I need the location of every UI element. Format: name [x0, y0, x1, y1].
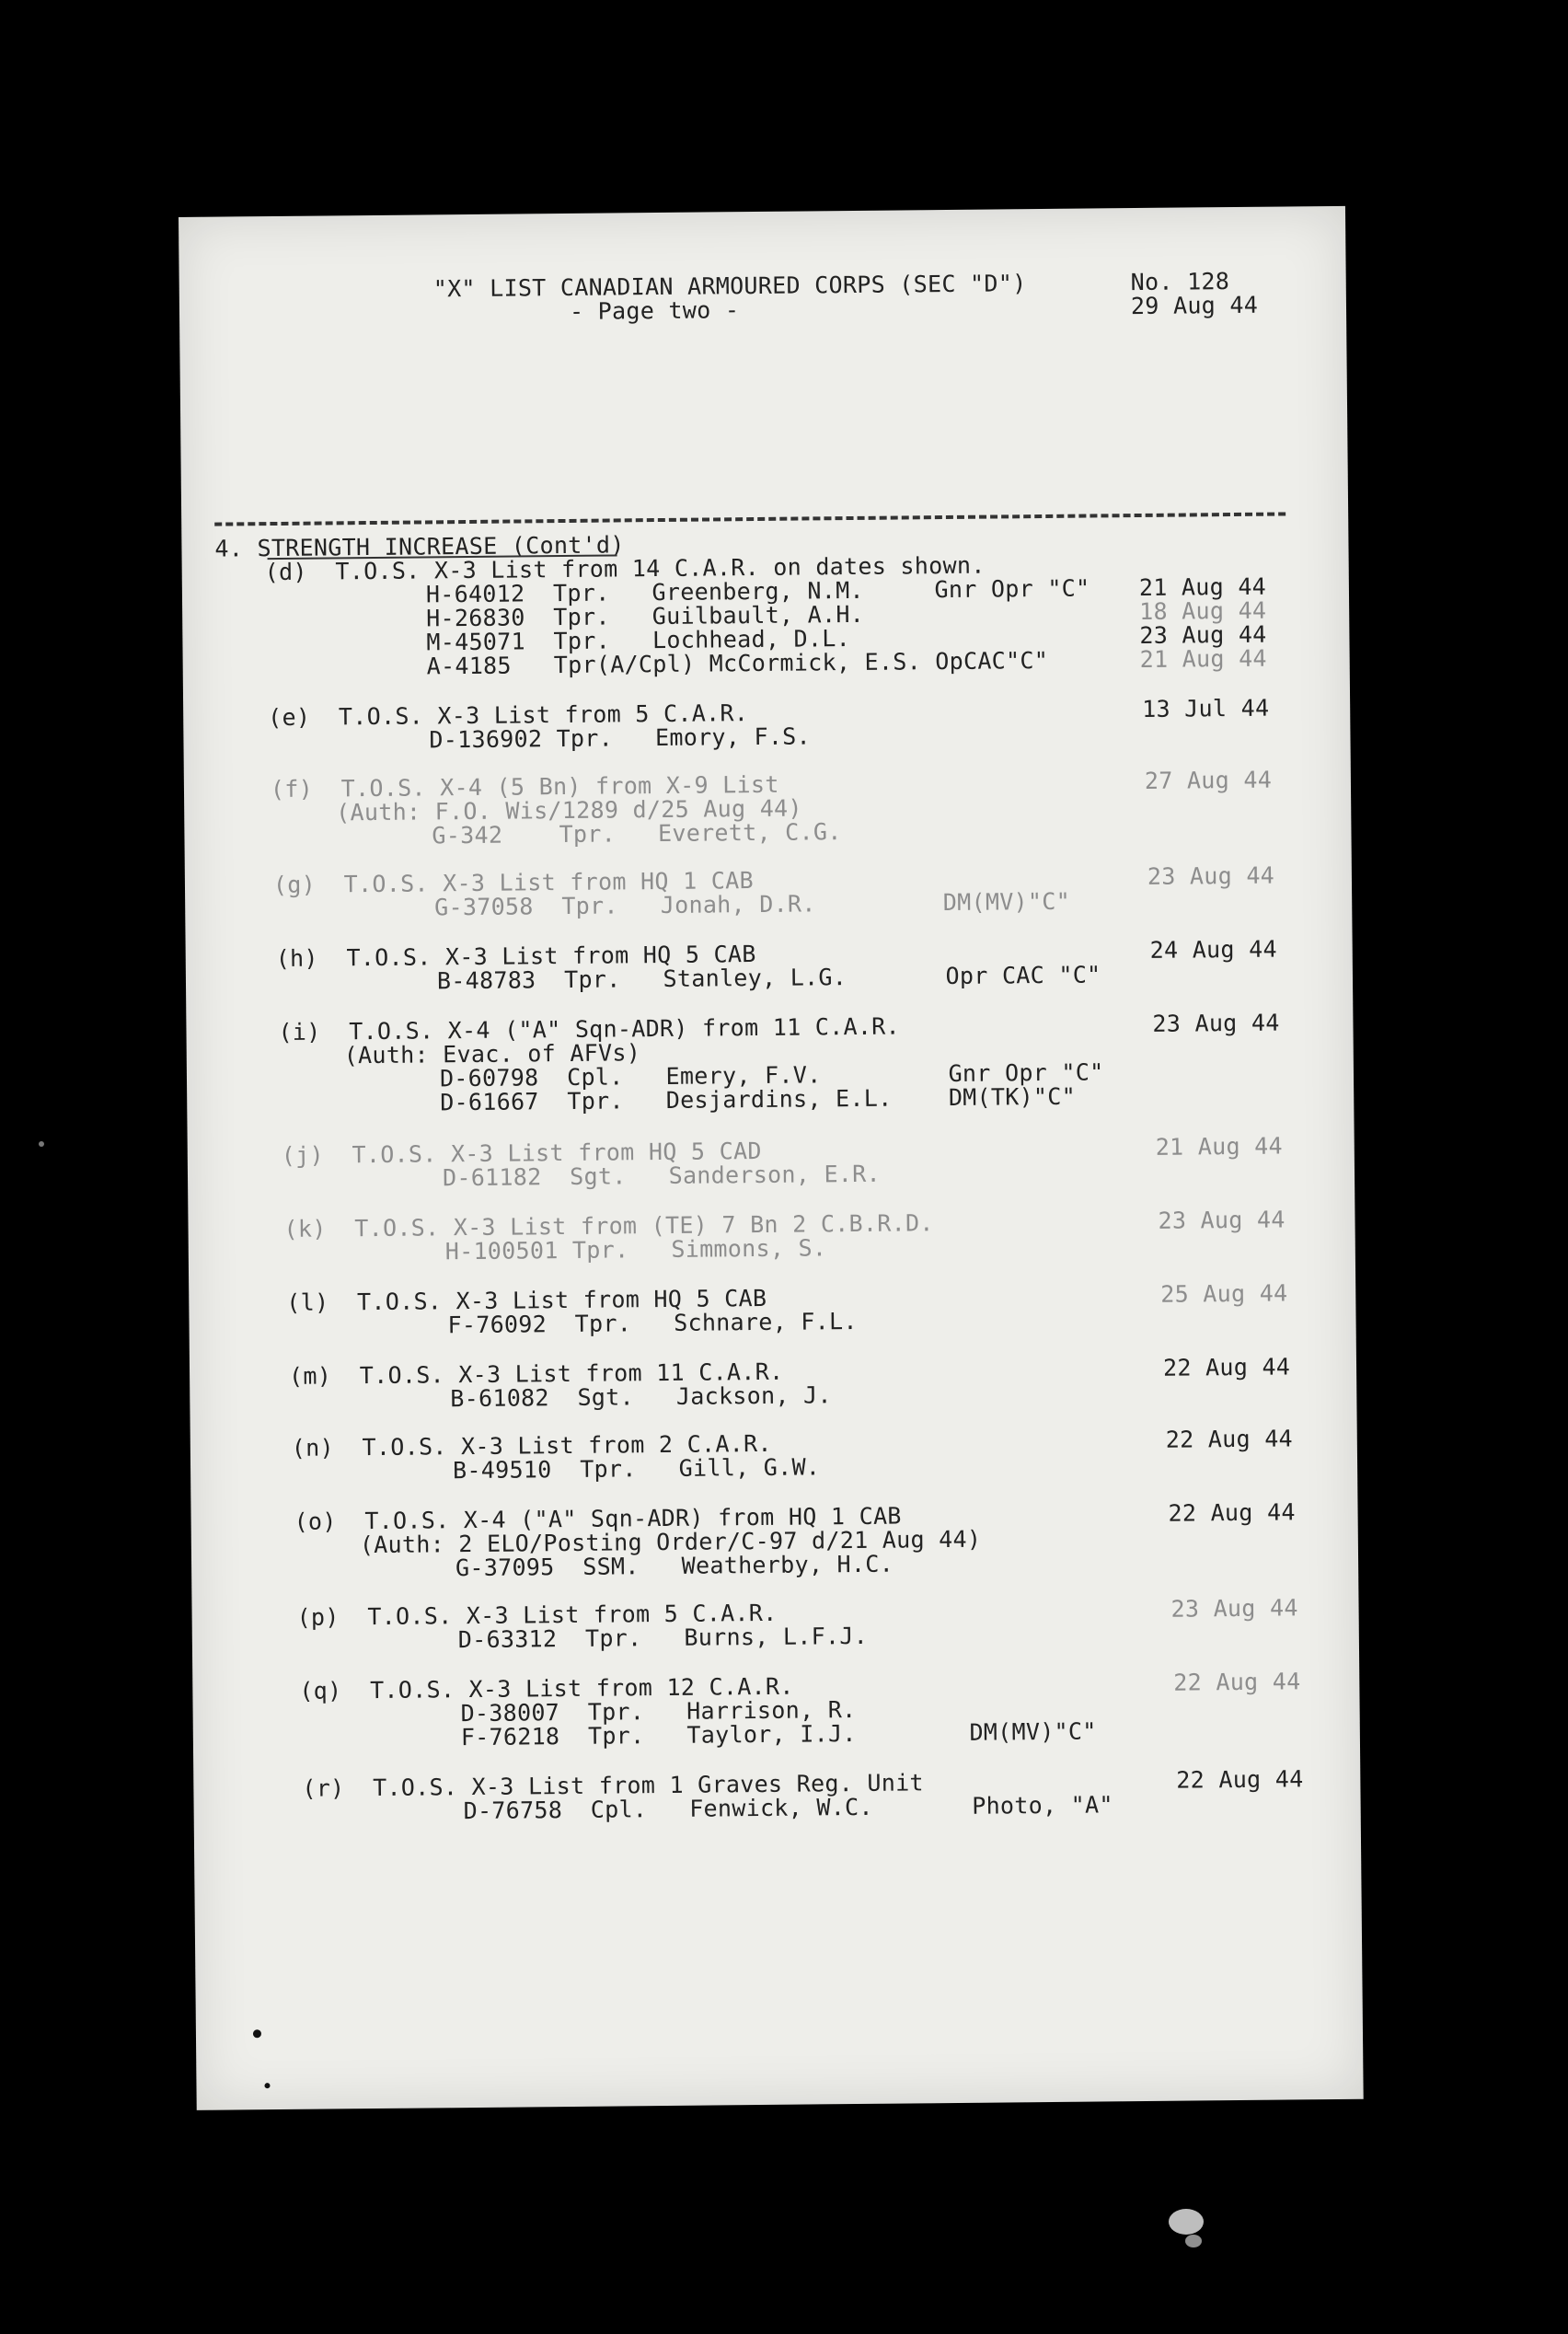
entry-line: D-136902 Tpr. Emory, F.S.: [429, 722, 812, 754]
entry-line: (d) T.O.S. X-3 List from 14 C.A.R. on dates shown.: [264, 551, 986, 586]
entry-line: D-61667 Tpr. Desjardins, E.L. DM(TK)"C": [440, 1082, 1077, 1116]
entry-line: (h) T.O.S. X-3 List from HQ 5 CAB: [275, 941, 756, 973]
entry-date: 22 Aug 44: [1173, 1668, 1301, 1696]
ink-mark: [253, 2029, 261, 2038]
entry-date: 18 Aug 44: [1139, 596, 1267, 625]
entry-line: (m) T.O.S. X-3 List from 11 C.A.R.: [288, 1358, 784, 1390]
entry-line: (q) T.O.S. X-3 List from 12 C.A.R.: [299, 1672, 794, 1704]
entry-date: 27 Aug 44: [1144, 766, 1273, 794]
entry-date: 24 Aug 44: [1149, 935, 1277, 964]
entry-line: B-48783 Tpr. Stanley, L.G. Opr CAC "C": [436, 961, 1101, 995]
scan-speck: [1169, 2209, 1204, 2235]
entry-line: (g) T.O.S. X-3 List from HQ 1 CAB: [272, 867, 755, 899]
entry-line: (Auth: F.O. Wis/1289 d/25 Aug 44): [336, 794, 802, 826]
entry-line: D-63312 Tpr. Burns, L.F.J.: [457, 1622, 869, 1654]
section-heading: 4. STRENGTH INCREASE (Cont'd): [214, 531, 625, 562]
scan-speck: [39, 1141, 44, 1147]
entry-line: (Auth: Evac. of AFVs): [343, 1039, 641, 1069]
entry-date: 22 Aug 44: [1162, 1353, 1291, 1381]
entry-line: (i) T.O.S. X-4 ("A" Sqn-ADR) from 11 C.A.R.: [278, 1012, 901, 1046]
document-number: No. 128: [1130, 268, 1230, 296]
entry-line: D-60798 Cpl. Emery, F.V. Gnr Opr "C": [439, 1058, 1104, 1092]
entry-date: 13 Jul 44: [1142, 694, 1270, 722]
entry-line: D-61182 Sgt. Sanderson, E.R.: [442, 1160, 882, 1192]
document-title: "X" LIST CANADIAN ARMOURED CORPS (SEC "D"): [432, 270, 1027, 303]
entry-line: (j) T.O.S. X-3 List from HQ 5 CAD: [281, 1137, 762, 1169]
entry-line: D-76758 Cpl. Fenwick, W.C. Photo, "A": [463, 1791, 1113, 1825]
entry-line: D-38007 Tpr. Harrison, R.: [460, 1696, 857, 1727]
entry-date: 21 Aug 44: [1155, 1132, 1284, 1161]
entry-line: H-26830 Tpr. Guilbault, A.H.: [426, 600, 865, 632]
entry-line: G-37095 SSM. Weatherby, H.C.: [455, 1550, 894, 1582]
scan-speck: [1185, 2235, 1202, 2247]
entry-date: 23 Aug 44: [1147, 861, 1275, 890]
entry-line: G-342 Tpr. Everett, C.G.: [432, 818, 842, 849]
header-divider: [214, 512, 1286, 526]
entry-line: M-45071 Tpr. Lochhead, D.L.: [426, 625, 851, 656]
entry-line: F-76092 Tpr. Schnare, F.L.: [447, 1307, 858, 1339]
document-page: [179, 206, 1364, 2110]
entry-date: 23 Aug 44: [1170, 1594, 1298, 1623]
entry-line: F-76218 Tpr. Taylor, I.J. DM(MV)"C": [460, 1717, 1097, 1751]
entry-line: (k) T.O.S. X-3 List from (TE) 7 Bn 2 C.B.R.D.: [283, 1209, 934, 1242]
entry-line: (r) T.O.S. X-3 List from 1 Graves Reg. Unit: [302, 1769, 924, 1802]
entry-line: H-100501 Tpr. Simmons, S.: [444, 1234, 827, 1265]
entry-line: (o) T.O.S. X-4 ("A" Sqn-ADR) from HQ 1 CAB: [294, 1502, 902, 1535]
entry-date: 21 Aug 44: [1139, 644, 1267, 673]
ink-mark: [264, 2083, 270, 2088]
entry-line: (e) T.O.S. X-3 List from 5 C.A.R.: [268, 699, 749, 732]
document-date: 29 Aug 44: [1130, 291, 1259, 320]
entry-line: (l) T.O.S. X-3 List from HQ 5 CAB: [286, 1284, 767, 1316]
entry-line: (n) T.O.S. X-3 List from 2 C.A.R.: [291, 1429, 772, 1462]
entry-line: (p) T.O.S. X-3 List from 5 C.A.R.: [296, 1599, 778, 1631]
entry-line: A-4185 Tpr(A/Cpl) McCormick, E.S. OpCAC"C": [426, 646, 1049, 680]
entry-line: G-37058 Tpr. Jonah, D.R. DM(MV)"C": [434, 887, 1071, 921]
entry-date: 23 Aug 44: [1158, 1206, 1286, 1234]
entry-line: B-61082 Sgt. Jackson, J.: [450, 1381, 832, 1413]
entry-date: 22 Aug 44: [1165, 1425, 1294, 1453]
entry-date: 23 Aug 44: [1152, 1009, 1280, 1037]
page-subtitle: - Page two -: [569, 296, 740, 325]
entry-line: H-64012 Tpr. Greenberg, N.M. Gnr Opr "C": [425, 574, 1090, 608]
entry-date: 21 Aug 44: [1138, 572, 1267, 601]
entry-line: (f) T.O.S. X-4 (5 Bn) from X-9 List: [270, 770, 779, 803]
entry-date: 22 Aug 44: [1176, 1765, 1304, 1794]
entry-date: 22 Aug 44: [1168, 1498, 1296, 1527]
entry-line: B-49510 Tpr. Gill, G.W.: [452, 1453, 821, 1485]
entry-date: 23 Aug 44: [1139, 620, 1267, 649]
entry-line: (Auth: 2 ELO/Posting Order/C-97 d/21 Aug 44): [359, 1525, 982, 1559]
entry-date: 25 Aug 44: [1160, 1279, 1288, 1308]
